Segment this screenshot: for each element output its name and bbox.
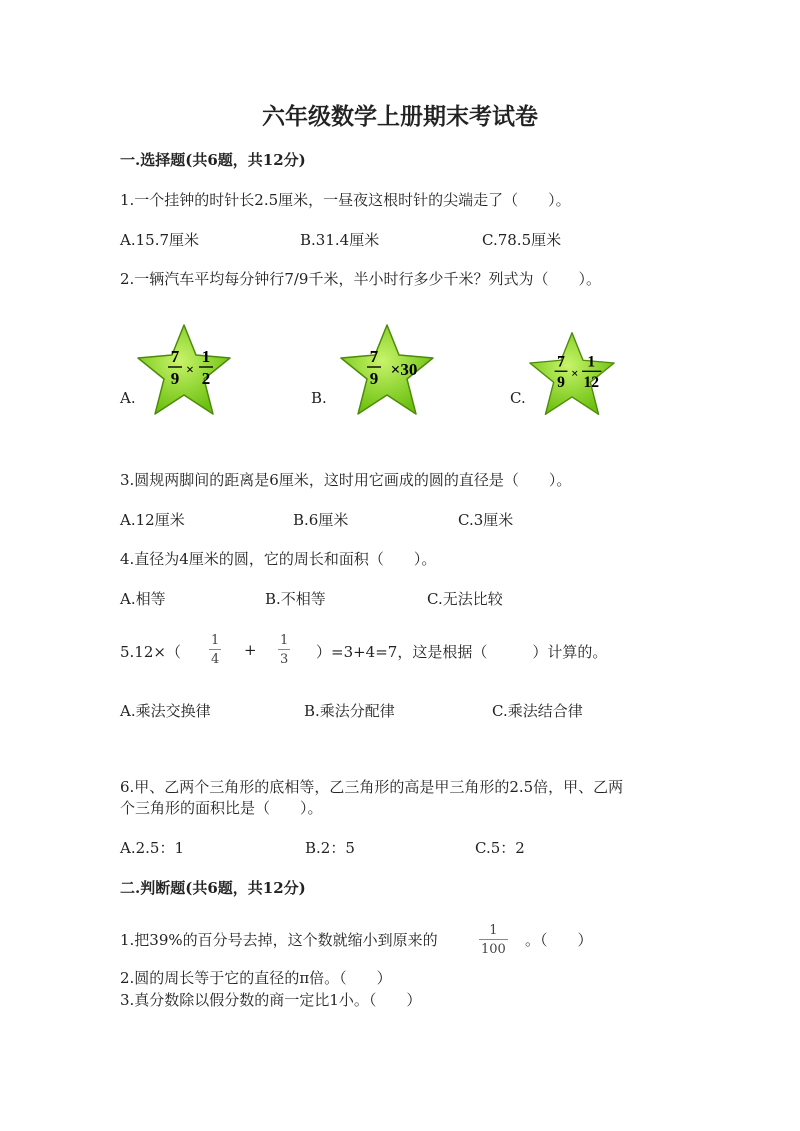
j1-numerator: 1 [489, 923, 498, 938]
q4-option-a: A.相等 [120, 590, 166, 608]
q5-f2-numerator: 1 [280, 633, 289, 648]
question-6-line-2: 个三角形的面积比是（ ）。 [120, 799, 323, 817]
star-a-den2: 2 [201, 369, 211, 388]
star-option-b-image [337, 322, 437, 418]
question-5-suffix: ）=3+4=7，这是根据（ ）计算的。 [316, 643, 608, 661]
star-a-op: × [186, 363, 194, 378]
q3-option-a: A.12厘米 [120, 511, 185, 529]
q1-option-b: B.31.4厘米 [300, 231, 380, 249]
judge-1: 1.把39%的百分号去掉，这个数就缩小到原来的 [120, 931, 438, 949]
q2-option-a: A. [120, 389, 136, 407]
star-c-op: × [571, 366, 579, 381]
q3-option-b: B.6厘米 [293, 511, 349, 529]
q5-plus: + [244, 641, 257, 659]
question-2: 2.一辆汽车平均每分钟行7/9千米，半小时行多少千米？列式为（ ）。 [120, 270, 601, 288]
q2-option-c: C. [510, 389, 526, 407]
q1-option-a: A.15.7厘米 [120, 231, 199, 249]
question-6-line-1: 6.甲、乙两个三角形的底相等，乙三角形的高是甲三角形的2.5倍，甲、乙两 [120, 778, 624, 796]
question-3: 3.圆规两脚间的距离是6厘米，这时用它画成的圆的直径是（ ）。 [120, 471, 572, 489]
q5-fraction-1-3 [278, 634, 290, 666]
q6-option-b: B.2：5 [305, 839, 355, 857]
q5-option-c: C.乘法结合律 [492, 702, 583, 720]
star-b-den1: 9 [369, 369, 379, 388]
star-c-den1: 9 [557, 373, 565, 391]
q6-option-a: A.2.5：1 [120, 839, 184, 857]
judge-1-tail: 。（ ） [525, 931, 593, 949]
star-c-num2: 1 [587, 353, 596, 371]
section-1-heading: 一.选择题(共6题，共12分) [120, 151, 306, 169]
q4-option-b: B.不相等 [265, 590, 326, 608]
j1-fraction-1-100 [479, 924, 508, 956]
q5-f1-denominator: 4 [211, 652, 220, 667]
star-a-den1: 9 [170, 369, 180, 388]
question-5-prefix: 5.12×（ [120, 643, 181, 661]
q2-option-b: B. [311, 389, 327, 407]
q5-fraction-1-4 [209, 634, 221, 666]
q5-option-a: A.乘法交换律 [120, 702, 211, 720]
star-c-den2: 12 [583, 373, 600, 391]
star-a-num1: 7 [170, 347, 180, 366]
question-4: 4.直径为4厘米的圆，它的周长和面积（ ）。 [120, 550, 437, 568]
star-b-op: ×30 [390, 360, 418, 379]
judge-2: 2.圆的周长等于它的直径的π倍。（ ） [120, 969, 392, 987]
q4-option-c: C.无法比较 [427, 590, 503, 608]
question-1: 1.一个挂钟的时针长2.5厘米，一昼夜这根时针的尖端走了（ ）。 [120, 191, 571, 209]
j1-denominator: 100 [481, 942, 506, 957]
judge-3: 3.真分数除以假分数的商一定比1小。（ ） [120, 991, 422, 1009]
q5-f1-numerator: 1 [211, 633, 220, 648]
star-b-num1: 7 [369, 347, 379, 366]
q5-option-b: B.乘法分配律 [304, 702, 395, 720]
star-option-a-image [134, 322, 234, 418]
q5-f2-denominator: 3 [280, 652, 289, 667]
q1-option-c: C.78.5厘米 [482, 231, 562, 249]
q3-option-c: C.3厘米 [458, 511, 514, 529]
star-option-c-image [526, 330, 618, 418]
q6-option-c: C.5：2 [475, 839, 525, 857]
section-2-heading: 二.判断题(共6题，共12分) [120, 879, 306, 897]
star-c-num1: 7 [557, 353, 565, 371]
page-title: 六年级数学上册期末考试卷 [262, 103, 538, 130]
star-a-num2: 1 [201, 347, 211, 366]
